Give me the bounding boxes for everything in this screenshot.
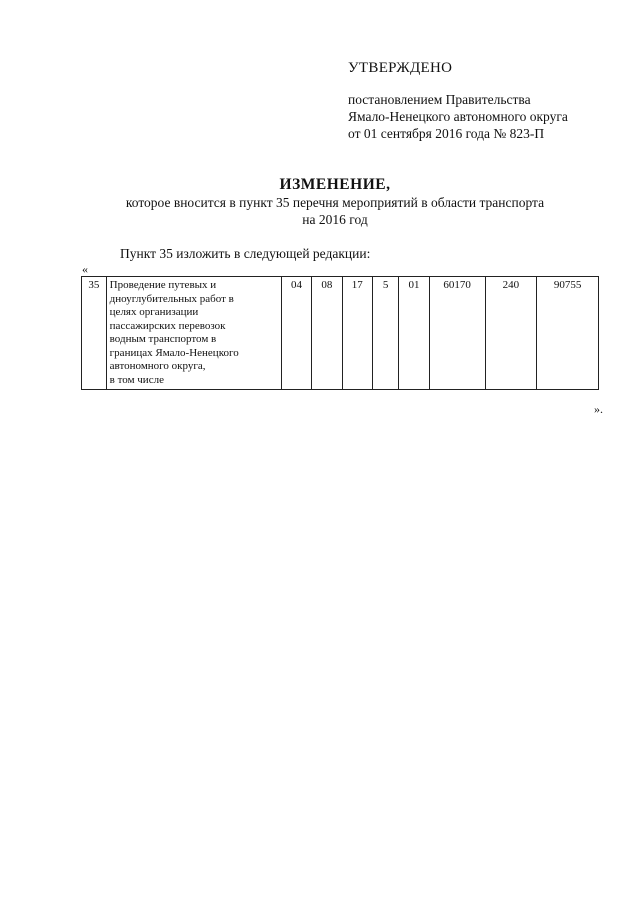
code-cell-subprogram: 5 (372, 277, 398, 390)
row-number-cell: 35 (82, 277, 107, 390)
description-line: водным транспортом в (109, 333, 217, 345)
instruction-text: Пункт 35 изложить в следующей редакции: (120, 246, 371, 261)
code-cell-section: 04 (281, 277, 311, 390)
code-cell-subsection: 08 (312, 277, 342, 390)
description-line: дноуглубительных работ в (109, 292, 234, 305)
approval-title: УТВЕРЖДЕНО (348, 60, 453, 76)
approval-line-2: Ямало-Ненецкого автономного округа (348, 109, 568, 124)
amendment-table (81, 276, 599, 390)
description-line: Проведение путевых и (109, 279, 217, 291)
closing-quote: ». (594, 402, 603, 416)
description-line: границах Ямало-Ненецкого (109, 346, 239, 359)
description-cell (106, 277, 281, 390)
heading-title: ИЗМЕНЕНИЕ, (279, 176, 391, 193)
opening-quote: « (82, 262, 88, 276)
heading-subtitle-line-1: которое вносится в пункт 35 перечня мероприятий в области транспорта (125, 195, 545, 210)
description-line: автономного округа, (109, 360, 206, 372)
description-tail: в том числе (109, 373, 164, 386)
description-line: пассажирских перевозок (109, 319, 226, 332)
table-row (82, 277, 599, 390)
code-cell-program: 17 (342, 277, 372, 390)
code-cell-direction: 60170 (429, 277, 485, 390)
approval-line-3: от 01 сентября 2016 года № 823-П (348, 126, 545, 141)
document-heading (80, 176, 590, 228)
heading-subtitle-line-2: на 2016 год (302, 212, 368, 227)
code-cell-measure: 01 (399, 277, 429, 390)
description-line: целях организации (109, 306, 199, 318)
approval-block (348, 60, 628, 142)
approval-line-1: постановлением Правительства (348, 92, 531, 107)
amount-cell: 90755 (537, 277, 599, 390)
code-cell-expense-type: 240 (485, 277, 537, 390)
